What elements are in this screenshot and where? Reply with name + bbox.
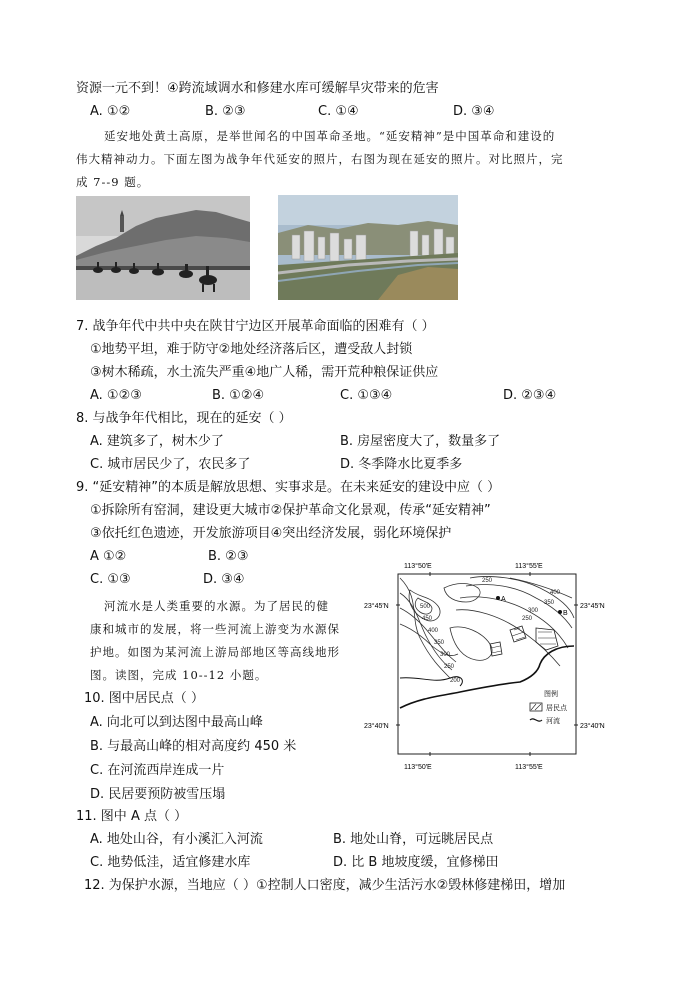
- point-a-marker: [496, 596, 500, 600]
- intro-10-12-line-4: 图。读图，完成 10--12 小题。: [90, 668, 268, 682]
- q9-option-a: A ①②: [90, 549, 127, 564]
- contour-label-4: 300: [528, 608, 539, 614]
- contour-labels: [420, 578, 561, 684]
- intro-7-9-line-2: 伟大精神动力。下面左图为战争年代延安的照片，右图为现在延安的照片。对比照片，完: [76, 152, 564, 166]
- map-lat-top-left: 23°45′N: [364, 603, 389, 610]
- q7-option-c: C. ①③④: [340, 388, 393, 403]
- contour-label-12: 200: [450, 678, 461, 684]
- q9-stem: 9. “延安精神”的本质是解放思想、实事求是。在未来延安的建设中应（ ）: [76, 480, 501, 495]
- q7-option-d: D. ②③④: [503, 388, 557, 403]
- intro-10-12-line-1: 河流水是人类重要的水源。为了居民的健: [104, 599, 329, 613]
- q11-option-d: D. 比 B 地坡度缓，宜修梯田: [333, 855, 499, 870]
- point-b-label: B: [563, 610, 568, 617]
- contour-label-5: 250: [522, 616, 533, 622]
- contour-label-7: 450: [422, 616, 433, 622]
- legend-river: 河流: [546, 718, 560, 725]
- q11-option-c: C. 地势低洼，适宜修建水库: [90, 855, 251, 870]
- q12-stem: 12. 为保护水源，当地应（ ）①控制人口密度，减少生活污水②毁林修建梯田，增加: [84, 878, 566, 893]
- map-lon-top-left: 113°50′E: [404, 563, 432, 570]
- intro-7-9-line-1: 延安地处黄土高原，是举世闻名的中国革命圣地。“延安精神”是中国革命和建设的: [104, 129, 556, 143]
- q6-option-c: C. ①④: [318, 104, 359, 119]
- legend-title: 图例: [544, 691, 558, 698]
- q8-option-d: D. 冬季降水比夏季多: [340, 457, 463, 472]
- q6-tail-line: 资源一元不到！④跨流域调水和修建水库可缓解旱灾带来的危害: [76, 81, 439, 96]
- contour-label-9: 350: [434, 640, 445, 646]
- q7-option-a: A. ①②③: [90, 388, 142, 403]
- q10-option-b: B. 与最高山峰的相对高度约 450 米: [90, 739, 297, 754]
- q6-option-b: B. ②③: [205, 104, 246, 119]
- q10-option-c: C. 在河流西岸连成一片: [90, 763, 225, 778]
- contour-lines: [400, 576, 574, 678]
- contour-label-8: 400: [428, 628, 439, 634]
- contour-label-2: 400: [550, 590, 561, 596]
- q7-item-2: ③树木稀疏，水土流失严重④地广人稀，需开荒种粮保证供应: [90, 365, 439, 380]
- river: [400, 646, 574, 708]
- map-lat-bottom-left: 23°40′N: [364, 723, 389, 730]
- q7-stem: 7. 战争年代中共中央在陕甘宁边区开展革命面临的困难有（ ）: [76, 319, 435, 334]
- modern-yanan-photo: [278, 195, 458, 300]
- contour-label-11: 250: [444, 664, 455, 670]
- map-lon-bottom-left: 113°50′E: [404, 764, 432, 770]
- contour-label-10: 300: [440, 652, 451, 658]
- point-b-marker: [558, 610, 562, 614]
- q10-stem: 10. 图中居民点（ ）: [84, 691, 204, 706]
- q11-stem: 11. 图中 A 点（ ）: [76, 809, 188, 824]
- map-lat-top-right: 23°45′N: [580, 603, 605, 610]
- q6-option-d: D. ③④: [453, 104, 495, 119]
- contour-label-6: 500: [420, 604, 431, 610]
- q10-option-a: A. 向北可以到达图中最高山峰: [90, 715, 263, 730]
- q8-option-a: A. 建筑多了，树木少了: [90, 434, 224, 449]
- intro-10-12-line-2: 康和城市的发展，将一些河流上游变为水源保: [90, 622, 340, 636]
- contour-label-1: 250: [482, 578, 493, 584]
- intro-10-12-line-3: 护地。如图为某河流上游局部地区等高线地形: [90, 645, 340, 659]
- wartime-yanan-photo: [76, 196, 250, 300]
- settlements: [490, 626, 558, 656]
- legend-settlement: 居民点: [546, 705, 567, 712]
- contour-map: [360, 558, 620, 770]
- map-lat-bottom-right: 23°40′N: [580, 723, 605, 730]
- map-legend: [530, 689, 568, 725]
- intro-7-9-line-3: 成 7--9 题。: [76, 175, 150, 189]
- q11-option-a: A. 地处山谷，有小溪汇入河流: [90, 832, 263, 847]
- q8-stem: 8. 与战争年代相比，现在的延安（ ）: [76, 411, 292, 426]
- q7-option-b: B. ①②④: [212, 388, 265, 403]
- q9-item-1: ①拆除所有窑洞，建设更大城市②保护革命文化景观，传承“延安精神”: [90, 503, 491, 518]
- map-lon-top-right: 113°55′E: [515, 563, 543, 570]
- q9-option-d: D. ③④: [203, 572, 245, 587]
- contour-label-3: 350: [544, 600, 555, 606]
- q8-option-c: C. 城市居民少了，农民多了: [90, 457, 251, 472]
- point-a-label: A: [501, 596, 506, 603]
- q9-option-b: B. ②③: [208, 549, 249, 564]
- map-lon-bottom-right: 113°55′E: [515, 764, 543, 770]
- q10-option-d: D. 民居要预防被雪压塌: [90, 787, 226, 802]
- q7-item-1: ①地势平坦，难于防守②地处经济落后区，遭受敌人封锁: [90, 342, 413, 357]
- q6-option-a: A. ①②: [90, 104, 131, 119]
- q11-option-b: B. 地处山脊，可远眺居民点: [333, 832, 494, 847]
- q9-item-2: ③依托红色遗迹，开发旅游项目④突出经济发展，弱化环境保护: [90, 526, 452, 541]
- q8-option-b: B. 房屋密度大了，数量多了: [340, 434, 501, 449]
- q9-option-c: C. ①③: [90, 572, 131, 587]
